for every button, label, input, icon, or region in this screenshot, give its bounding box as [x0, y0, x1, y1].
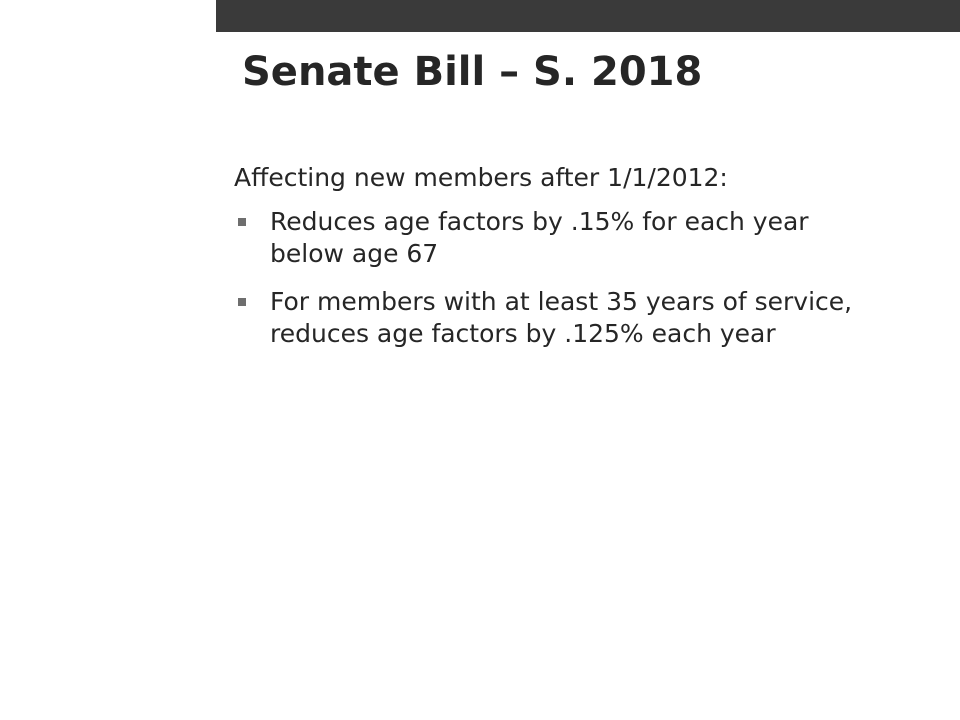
bullet-text: For members with at least 35 years of service, reduces age factors by .125% each year [270, 287, 853, 348]
bullet-text: Reduces age factors by .15% for each year below age 67 [270, 207, 809, 268]
square-bullet-icon [238, 298, 246, 306]
slide-body [234, 162, 874, 366]
bullet-list [234, 206, 874, 350]
header-bar [216, 0, 960, 32]
intro-text: Affecting new members after 1/1/2012: [234, 163, 728, 192]
slide-title: Senate Bill – S. 2018 [242, 49, 703, 95]
bullet-item [234, 206, 874, 270]
bullet-item [234, 286, 874, 350]
square-bullet-icon [238, 218, 246, 226]
